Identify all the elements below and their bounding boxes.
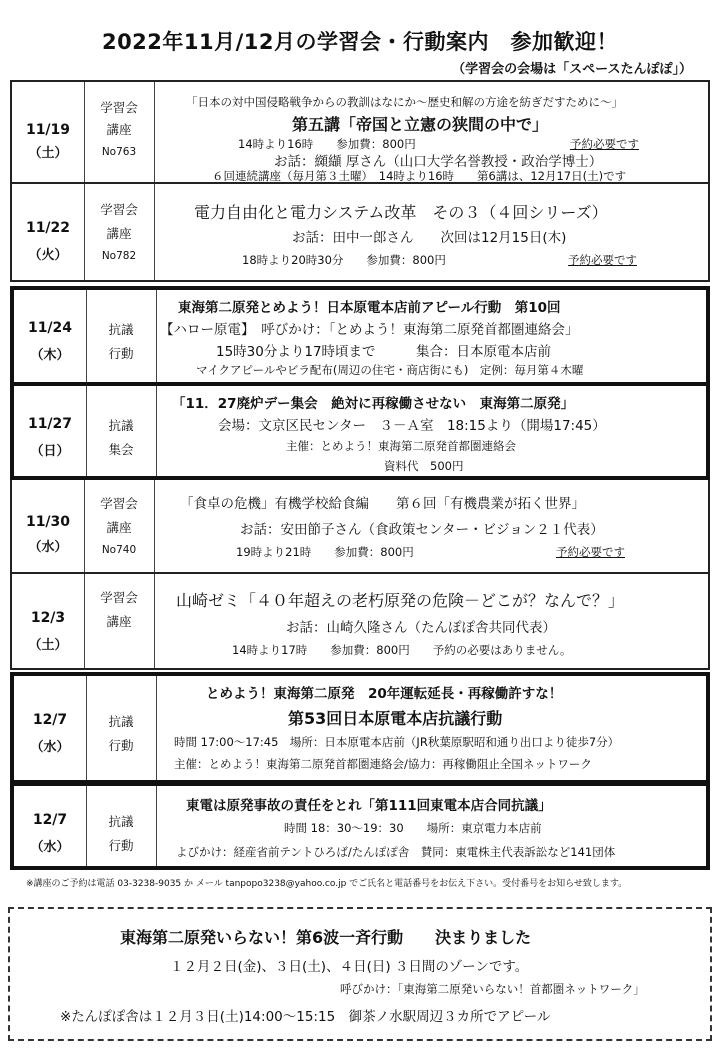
- event-content: [154, 184, 708, 280]
- event-title: 「食卓の危機」有機学校給食編 第６回「有機農業が拓く世界」: [180, 496, 585, 512]
- event-date: 12/3: [30, 610, 66, 626]
- type-cell: [84, 574, 155, 668]
- page-title: 2022年11月/12月の学習会・行動案内 参加歓迎！: [101, 30, 619, 54]
- event-type: 学習会: [100, 100, 138, 115]
- event-type: 学習会: [100, 202, 138, 217]
- event-number: No740: [101, 544, 137, 556]
- event-date: 12/7: [32, 712, 68, 728]
- event-title: 山崎ゼミ「４０年超えの老朽原発の危険－どこが？なんで？」: [176, 591, 625, 610]
- event-row-1122: [10, 184, 710, 282]
- event-type: 抗議: [108, 322, 134, 337]
- event-weekday: （土）: [28, 146, 68, 161]
- event-weekday: （土）: [28, 638, 68, 653]
- event-weekday: （木）: [30, 348, 70, 363]
- event-organizer: 主催：とめよう！東海第二原発首都圏連絡会/協力：再稼働阻止全国ネットワーク: [174, 757, 592, 771]
- event-speaker: お話：田中一郎さん 次回は12月15日(木): [292, 230, 567, 246]
- event-type: 抗議: [108, 814, 134, 829]
- event-time-fee: 19時より21時 参加費：800円: [236, 545, 414, 559]
- event-time-place: 時間 18：30～19：30 場所：東京電力本店前: [284, 821, 542, 835]
- event-fee: 資料代 500円: [384, 459, 464, 473]
- event-organizer: 主催：とめよう！東海第二原発首都圏連絡会: [286, 439, 516, 453]
- event-time-fee: 14時より16時 参加費：800円: [238, 137, 416, 151]
- event-type: 抗議: [108, 418, 134, 433]
- event-type: 学習会: [100, 590, 138, 605]
- event-title: 東電は原発事故の責任をとれ「第111回東電本店合同抗議」: [186, 798, 552, 814]
- event-weekday: （水）: [28, 540, 68, 555]
- event-subtitle: とめよう！東海第二原発 20年運転延長・再稼働許すな！: [206, 686, 563, 702]
- reservation-required: 予約必要です: [556, 545, 625, 559]
- event-type: 学習会: [100, 496, 138, 511]
- event-speaker: お話：安田節子さん（食政策センター・ビジョン２１代表）: [240, 522, 604, 538]
- event-number: No763: [101, 146, 137, 158]
- event-organizer: 【ハロー原電】 呼びかけ：「とめよう！東海第二原発首都圏連絡会」: [160, 322, 579, 338]
- date-cell: [12, 184, 85, 280]
- event-weekday: （火）: [28, 248, 68, 263]
- reservation-required: 予約必要です: [568, 253, 637, 267]
- event-type: 講座: [106, 122, 132, 137]
- event-row-1127: [10, 382, 710, 480]
- event-content: [156, 676, 706, 780]
- event-date: 11/24: [27, 320, 73, 336]
- event-number: No782: [101, 250, 137, 262]
- event-row-1207-a: [10, 672, 710, 784]
- event-date: 11/19: [25, 122, 71, 138]
- event-date: 12/7: [32, 812, 68, 828]
- page-subtitle: （学習会の会場は「スペースたんぽぽ」）: [452, 62, 692, 77]
- date-cell: [14, 386, 87, 476]
- event-note: ６回連続講座（毎月第３土曜） 14時より16時 第6講は、12月17日(土)です: [212, 169, 627, 183]
- event-note: マイクアピールやビラ配布(周辺の住宅・商店街にも) 定例：毎月第４木曜: [196, 363, 584, 377]
- event-content: [154, 574, 708, 668]
- date-cell: [14, 290, 87, 382]
- event-weekday: （水）: [30, 740, 70, 755]
- event-title: 電力自由化と電力システム改革 その３（４回シリーズ）: [194, 203, 608, 222]
- event-venue: 会場：文京区民センター ３－Ａ室 18:15より（開場17:45）: [218, 418, 606, 434]
- type-cell: [86, 290, 157, 382]
- announcement-tanpopo: ※たんぽぽ舎は１２月３日(土)14:00～15:15 御茶ノ水駅周辺３カ所でアピール: [60, 1009, 551, 1025]
- event-row-1203: [10, 574, 710, 670]
- event-date: 11/27: [27, 416, 73, 432]
- type-cell: [84, 184, 155, 280]
- event-type: 抗議: [108, 714, 134, 729]
- event-weekday: （水）: [30, 840, 70, 855]
- reservation-note: ※講座のご予約は電話 03-3238-9035 か メール tanpopo3238@yahoo.co.jp でご氏名と電話番号をお伝え下さい。受付番号をお知らせ致します。: [26, 879, 628, 889]
- event-organizer: よびかけ：経産省前テントひろば/たんぽぽ舎 賛同：東電株主代表訴訟など141団体: [176, 845, 616, 859]
- event-title: 第五講「帝国と立憲の狭間の中で」: [292, 115, 549, 134]
- event-type: 講座: [106, 614, 132, 629]
- event-time-place: 時間 17:00～17:45 場所：日本原電本店前（JR秋葉原駅昭和通り出口より徒歩7分）: [174, 735, 620, 749]
- announcement-dates: １２月２日(金)、３日(土)、４日(日) ３日間のゾーンです。: [170, 959, 529, 975]
- event-type: 行動: [108, 346, 134, 361]
- event-content: [154, 82, 708, 182]
- event-content: [156, 290, 706, 382]
- event-type: 集会: [108, 442, 134, 457]
- event-date: 11/30: [25, 514, 71, 530]
- announcement-box: [8, 907, 712, 1041]
- event-type: 行動: [108, 738, 134, 753]
- type-cell: [84, 480, 155, 572]
- event-title: 「11．27廃炉デー集会 絶対に再稼働させない 東海第二原発」: [172, 396, 575, 412]
- event-time-place: 15時30分より17時頃まで 集合：日本原電本店前: [216, 344, 552, 360]
- event-row-1124: [10, 286, 710, 386]
- event-row-1130: [10, 480, 710, 574]
- event-time-fee: 14時より17時 参加費：800円 予約の必要はありません。: [232, 643, 572, 657]
- event-content: [156, 386, 706, 476]
- date-cell: [14, 676, 87, 780]
- date-cell: [12, 82, 85, 182]
- event-content: [156, 786, 706, 866]
- event-time-fee: 18時より20時30分 参加費：800円: [242, 253, 446, 267]
- event-row-1119: [10, 80, 710, 184]
- event-type: 講座: [106, 226, 132, 241]
- event-content: [154, 480, 708, 572]
- event-title: 東海第二原発とめよう！日本原電本店前アピール行動 第10回: [178, 300, 561, 316]
- event-weekday: （日）: [30, 444, 70, 459]
- event-series-title: 「日本の対中国侵略戦争からの教訓はなにか～歴史和解の方途を紡ぎだすために～」: [186, 95, 623, 109]
- event-title: 第53回日本原電本店抗議行動: [288, 709, 503, 728]
- type-cell: [86, 676, 157, 780]
- type-cell: [84, 82, 155, 182]
- event-speaker: お話：纐纈 厚さん（山口大学名誉教授・政治学博士）: [274, 154, 603, 170]
- type-cell: [86, 786, 157, 866]
- date-cell: [12, 574, 85, 668]
- event-type: 講座: [106, 520, 132, 535]
- date-cell: [14, 786, 87, 866]
- date-cell: [12, 480, 85, 572]
- announcement-organizer: 呼びかけ：「東海第二原発いらない！首都圏ネットワーク」: [340, 982, 645, 996]
- announcement-title: 東海第二原発いらない！第6波一斉行動 決まりました: [120, 928, 532, 947]
- event-speaker: お話：山崎久隆さん（たんぽぽ舎共同代表）: [286, 620, 556, 636]
- event-date: 11/22: [25, 220, 71, 236]
- reservation-required: 予約必要です: [570, 137, 639, 151]
- event-row-1207-b: [10, 782, 710, 870]
- type-cell: [86, 386, 157, 476]
- event-type: 行動: [108, 838, 134, 853]
